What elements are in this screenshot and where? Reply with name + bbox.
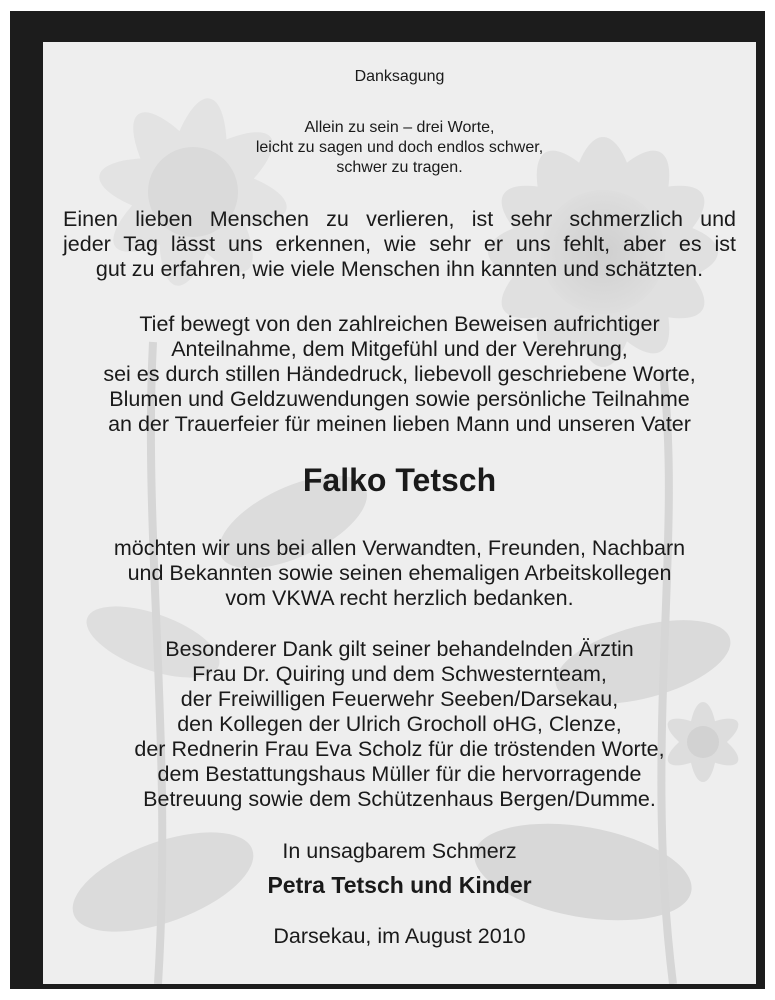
text-line: der Rednerin Frau Eva Scholz für die tröstenden Worte, — [134, 737, 665, 761]
text-line: vom VKWA recht herzlich bedanken. — [225, 586, 574, 610]
notice-frame — [10, 11, 765, 989]
text-line: Anteilnahme, dem Mitgefühl und der Verehrung, — [171, 337, 628, 361]
text-line: Betreuung sowie dem Schützenhaus Bergen/Dumme. — [143, 787, 656, 811]
place-date: Darsekau, im August 2010 — [273, 924, 526, 948]
text-line: jeder Tag lässt uns erkennen, wie sehr er uns fehlt, aber es ist — [63, 232, 736, 256]
paragraph-special-thanks — [43, 637, 756, 812]
poem — [43, 118, 756, 178]
poem-line: schwer zu tragen. — [336, 159, 463, 176]
poem-line: leicht zu sagen und doch endlos schwer, — [255, 139, 544, 156]
text-line: Einen lieben Menschen zu verlieren, ist sehr schmerzlich und — [63, 207, 736, 231]
text-line: Besonderer Dank gilt seiner behandelnden Ärztin — [165, 637, 634, 661]
notice-panel — [41, 40, 758, 986]
paragraph-thanks — [43, 536, 756, 611]
text-line: der Freiwilligen Feuerwehr Seeben/Darsekau, — [180, 687, 619, 711]
text-line: gut zu erfahren, wie viele Menschen ihn kannten und schätzten. — [95, 257, 704, 281]
text-line: möchten wir uns bei allen Verwandten, Freunden, Nachbarn — [113, 536, 686, 560]
paragraph-gratitude — [43, 312, 756, 437]
text-line: und Bekannten sowie seinen ehemaligen Arbeitskollegen — [127, 561, 672, 585]
paragraph-loss — [63, 207, 736, 282]
signers: Petra Tetsch und Kinder — [267, 872, 532, 898]
text-line: den Kollegen der Ulrich Grocholl oHG, Clenze, — [177, 712, 622, 736]
text-line: Frau Dr. Quiring und dem Schwesternteam, — [192, 662, 607, 686]
text-line: sei es durch stillen Händedruck, liebevoll geschriebene Worte, — [103, 362, 696, 386]
text-line: Blumen und Geldzuwendungen sowie persönliche Teilnahme — [109, 387, 690, 411]
text-line: an der Trauerfeier für meinen lieben Mann und unseren Vater — [108, 412, 691, 436]
text-line: Tief bewegt von den zahlreichen Beweisen aufrichtiger — [139, 312, 660, 336]
text-line: dem Bestattungshaus Müller für die hervorragende — [157, 762, 642, 786]
notice-heading: Danksagung — [354, 68, 445, 85]
closing-phrase: In unsagbarem Schmerz — [282, 839, 517, 863]
poem-line: Allein zu sein – drei Worte, — [304, 119, 495, 136]
deceased-name: Falko Tetsch — [302, 462, 497, 498]
